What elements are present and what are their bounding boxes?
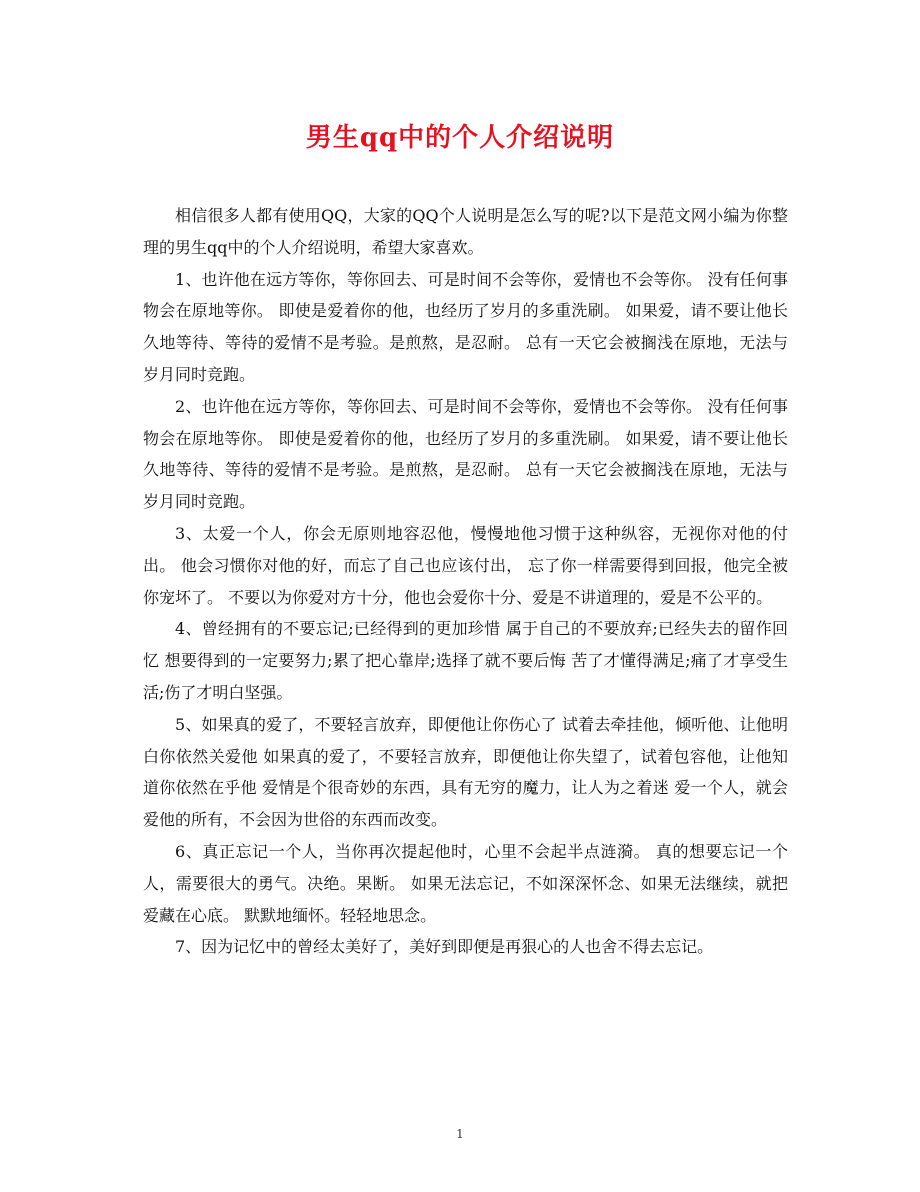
paragraph-2: 2、也许他在远方等你，等你回去、可是时间不会等你，爱情也不会等你。 没有任何事物会在原地等你。 即使是爱着你的他，也经历了岁月的多重洗刷。 如果爱，请不要让他长久地等待、等待的爱情不是考验。是煎熬，是忍耐。 总有一天它会被搁浅在原地，无法与岁月同时竞跑。: [143, 396, 788, 512]
paragraph-6: 6、真正忘记一个人，当你再次提起他时，心里不会起半点涟漪。 真的想要忘记一个人，需要很大的勇气。决绝。果断。 如果无法忘记，不如深深怀念、如果无法继续，就把爱藏在心底。 默默地缅怀。轻轻地思念。: [143, 841, 788, 925]
document-title: 男生qq中的个人介绍说明: [305, 123, 615, 153]
paragraph-4: 4、曾经拥有的不要忘记;已经得到的更加珍惜 属于自己的不要放弃;已经失去的留作回忆 想要得到的一定要努力;累了把心靠岸;选择了就不要后悔 苦了才懂得满足;痛了才享受生活;伤了才明白坚强。: [143, 619, 788, 702]
paragraph-7: 7、因为记忆中的曾经太美好了，美好到即便是再狠心的人也舍不得去忘记。: [175, 937, 714, 957]
paragraph-3: 3、太爱一个人，你会无原则地容忍他，慢慢地他习惯于这种纵容，无视你对他的付出。 他会习惯你对他的好，而忘了自己也应该付出， 忘了你一样需要得到回报，他完全被你宠坏了。 不要以为你爱对方十分，他也会爱你十分、爱是不讲道理的，爱是不公平的。: [143, 523, 788, 607]
page-number: 1: [456, 1127, 464, 1141]
paragraph-5: 5、如果真的爱了，不要轻言放弃，即便他让你伤心了 试着去牵挂他，倾听他、让他明白你依然关爱他 如果真的爱了，不要轻言放弃，即便他让你失望了，试着包容他，让他知道你依然在乎他 爱情是个很奇妙的东西，具有无穷的魔力，让人为之着迷 爱一个人，就会爱他的所有，不会因为世俗的东西而改变。: [143, 714, 788, 830]
intro-paragraph: 相信很多人都有使用QQ，大家的QQ个人说明是怎么写的呢?以下是范文网小编为你整理的男生qq中的个人介绍说明，希望大家喜欢。: [143, 206, 788, 257]
document-body: [143, 200, 788, 963]
paragraph-1: 1、也许他在远方等你，等你回去、可是时间不会等你，爱情也不会等你。 没有任何事物会在原地等你。 即使是爱着你的他，也经历了岁月的多重洗刷。 如果爱，请不要让他长久地等待、等待的爱情不是考验。是煎熬，是忍耐。 总有一天它会被搁浅在原地，无法与岁月同时竞跑。: [143, 269, 788, 384]
